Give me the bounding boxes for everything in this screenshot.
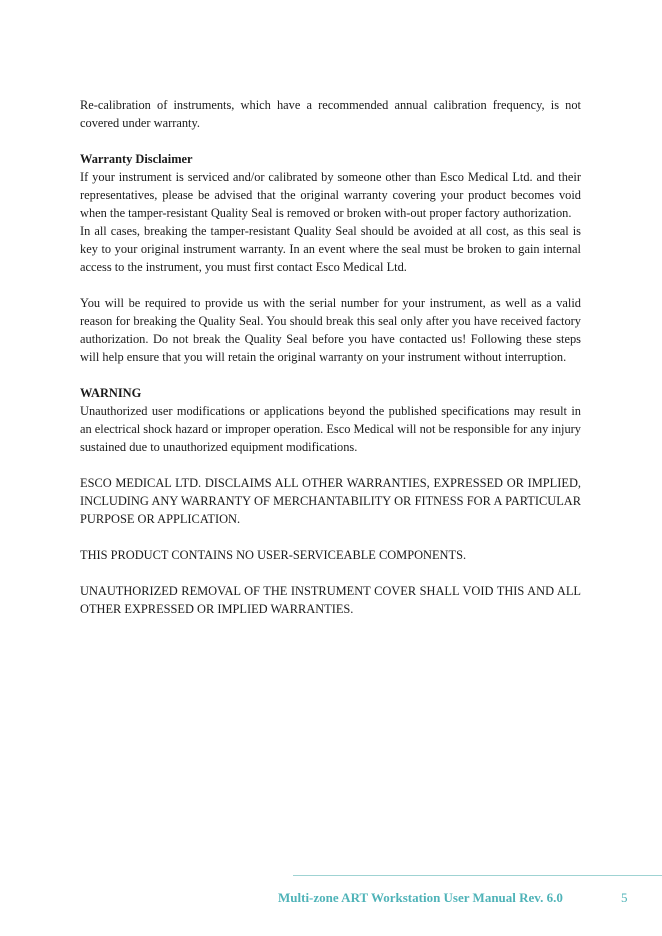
paragraph-spacer — [80, 456, 581, 474]
warranty-disclaimer-heading: Warranty Disclaimer — [80, 152, 193, 166]
warranty-disclaimer-paragraph: If your instrument is serviced and/or calibrated by someone other than Esco Medical Ltd. and their representatives, please be advised that the original warranty covering your product becomes void when the tamper-resistant Quality Seal is removed or broken with-out proper factory authorization. — [80, 170, 581, 220]
warning-paragraph: Unauthorized user modifications or applications beyond the published specifications may result in an electrical shock hazard or improper operation. Esco Medical will not be responsible for any injury sustained due to unauthorized equipment modifications. — [80, 404, 581, 454]
page-body — [80, 96, 581, 618]
warning-heading: WARNING — [80, 386, 142, 400]
no-user-serviceable-paragraph: THIS PRODUCT CONTAINS NO USER-SERVICEABLE COMPONENTS. — [80, 548, 467, 562]
footer-manual-title: Multi-zone ART Workstation User Manual Rev. 6.0 — [278, 890, 563, 905]
cover-removal-paragraph: UNAUTHORIZED REMOVAL OF THE INSTRUMENT COVER SHALL VOID THIS AND ALL OTHER EXPRESSED OR IMPLIED WARRANTIES. — [80, 584, 581, 616]
paragraph-spacer — [80, 528, 581, 546]
paragraph-spacer — [80, 564, 581, 582]
footer-page-number: 5 — [621, 890, 628, 905]
paragraph-spacer — [80, 366, 581, 384]
paragraph-spacer — [80, 276, 581, 294]
recalibration-paragraph: Re-calibration of instruments, which have a recommended annual calibration frequency, is not covered under warranty. — [80, 98, 581, 130]
warranty-disclaim-paragraph: ESCO MEDICAL LTD. DISCLAIMS ALL OTHER WARRANTIES, EXPRESSED OR IMPLIED, INCLUDING ANY WARRANTY OF MERCHANTABILITY OR FITNESS FOR A PARTICULAR PURPOSE OR APPLICATION. — [80, 476, 581, 526]
quality-seal-paragraph: In all cases, breaking the tamper-resistant Quality Seal should be avoided at all cost, as this seal is key to your original instrument warranty. In an event where the seal must be broken to gain internal access to the instrument, you must first contact Esco Medical Ltd. — [80, 224, 581, 274]
serial-number-paragraph: You will be required to provide us with the serial number for your instrument, as well as a valid reason for breaking the Quality Seal. You should break this seal only after you have received factory authorization. Do not break the Quality Seal before you have contacted us! Following these steps will help ensure that you will retain the original warranty on your instrument without interruption. — [80, 296, 581, 364]
footer-rule — [293, 875, 662, 876]
paragraph-spacer — [80, 132, 581, 150]
